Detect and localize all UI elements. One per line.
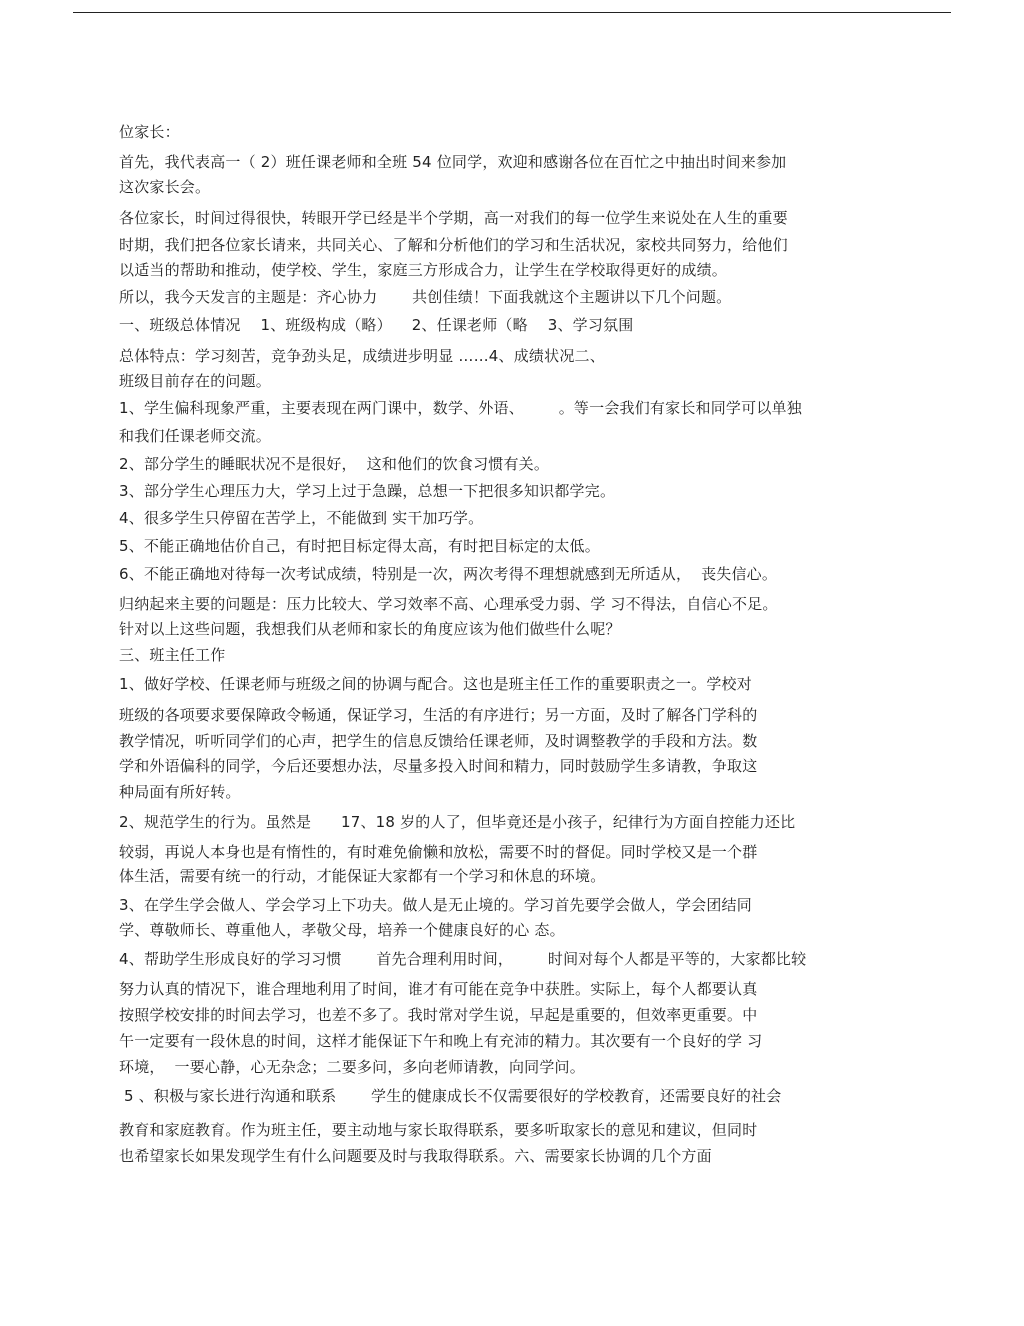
text-line: 学、尊敬师长、尊重他人，孝敬父母，培养一个健康良好的心 态。: [119, 921, 565, 939]
text-line: 3、部分学生心理压力大，学习上过于急躁，总想一下把很多知识都学完。: [119, 482, 616, 500]
text-line: 班级的各项要求要保障政令畅通，保证学习，生活的有序进行；另一方面，及时了解各门学科的: [119, 706, 758, 724]
text-line: 各位家长，时间过得很快，转眼开学已经是半个学期，高一对我们的每一位学生来说处在人生的重要: [119, 209, 788, 227]
text-line: 所以，我今天发言的主题是：齐心协力 共创佳绩！下面我就这个主题讲以下几个问题。: [119, 288, 732, 306]
text-line: 1、学生偏科现象严重，主要表现在两门课中，数学、外语、 。等一会我们有家长和同学可以单独: [119, 399, 802, 417]
text-line: 努力认真的情况下，谁合理地利用了时间，谁才有可能在竞争中获胜。实际上，每个人都要认真: [119, 980, 758, 998]
text-line: 4、帮助学生形成良好的学习习惯 首先合理利用时间， 时间对每个人都是平等的，大家都比较: [119, 950, 807, 968]
text-line: 午一定要有一段休息的时间，这样才能保证下午和晚上有充沛的精力。其次要有一个良好的学 习: [119, 1032, 763, 1050]
text-line: 2、部分学生的睡眠状况不是很好， 这和他们的饮食习惯有关。: [119, 455, 550, 473]
text-line: 班级目前存在的问题。: [119, 372, 272, 390]
text-line: 归纳起来主要的问题是：压力比较大、学习效率不高、心理承受力弱、学 习不得法，自信心不足。: [119, 595, 778, 613]
text-line: 2、规范学生的行为。虽然是 17、18 岁的人了，但毕竟还是小孩子，纪律行为方面自控能力还比: [119, 813, 796, 831]
text-line: 种局面有所好转。: [119, 783, 241, 801]
text-line: 针对以上这些问题，我想我们从老师和家长的角度应该为他们做些什么呢？: [119, 620, 621, 638]
text-line: 6、不能正确地对待每一次考试成绩，特别是一次，两次考得不理想就感到无所适从， 丧失信心。: [119, 565, 778, 583]
text-line: 按照学校安排的时间去学习，也差不多了。我时常对学生说，早起是重要的，但效率更重要。中: [119, 1006, 758, 1024]
text-line: 和我们任课老师交流。: [119, 427, 272, 445]
text-line: 这次家长会。: [119, 178, 211, 196]
text-line: 5 、积极与家长进行沟通和联系 学生的健康成长不仅需要很好的学校教育，还需要良好的社会: [119, 1087, 782, 1105]
text-line: 首先，我代表高一（ 2）班任课老师和全班 54 位同学，欢迎和感谢各位在百忙之中抽出时间来参加: [119, 153, 787, 171]
text-line: 5、不能正确地估价自己，有时把目标定得太高，有时把目标定的太低。: [119, 537, 600, 555]
text-line: 以适当的帮助和推动，使学校、学生，家庭三方形成合力，让学生在学校取得更好的成绩。: [119, 261, 728, 279]
text-line: 教育和家庭教育。作为班主任，要主动地与家长取得联系，要多听取家长的意见和建议，但同时: [119, 1121, 758, 1139]
text-line: 也希望家长如果发现学生有什么问题要及时与我取得联系。六、需要家长协调的几个方面: [119, 1147, 712, 1165]
text-line: 学和外语偏科的同学，今后还要想办法，尽量多投入时间和精力，同时鼓励学生多请教，争取这: [119, 757, 758, 775]
text-line: 3、在学生学会做人、学会学习上下功夫。做人是无止境的。学习首先要学会做人，学会团结同: [119, 896, 752, 914]
text-line: 位家长：: [119, 123, 180, 141]
text-line: 体生活，需要有统一的行动，才能保证大家都有一个学习和休息的环境。: [119, 867, 606, 885]
text-line: 时期，我们把各位家长请来，共同关心、了解和分析他们的学习和生活状况，家校共同努力，给他们: [119, 236, 788, 254]
text-line: 三、班主任工作: [119, 646, 226, 664]
text-line: 教学情况，听听同学们的心声，把学生的信息反馈给任课老师，及时调整教学的手段和方法。数: [119, 732, 758, 750]
text-line: 4、很多学生只停留在苦学上，不能做到 实干加巧学。: [119, 509, 484, 527]
top-rule: [73, 12, 951, 13]
text-line: 环境， 一要心静，心无杂念；二要多问，多向老师请教，向同学问。: [119, 1058, 585, 1076]
text-line: 总体特点：学习刻苦，竞争劲头足，成绩进步明显 ……4、成绩状况二、: [119, 347, 605, 365]
text-line: 一、班级总体情况 1、班级构成（略） 2、任课老师（略 3、学习氛围: [119, 316, 634, 334]
text-line: 较弱，再说人本身也是有惰性的，有时难免偷懒和放松，需要不时的督促。同时学校又是一个群: [119, 843, 758, 861]
text-line: 1、做好学校、任课老师与班级之间的协调与配合。这也是班主任工作的重要职责之一。学校对: [119, 675, 752, 693]
